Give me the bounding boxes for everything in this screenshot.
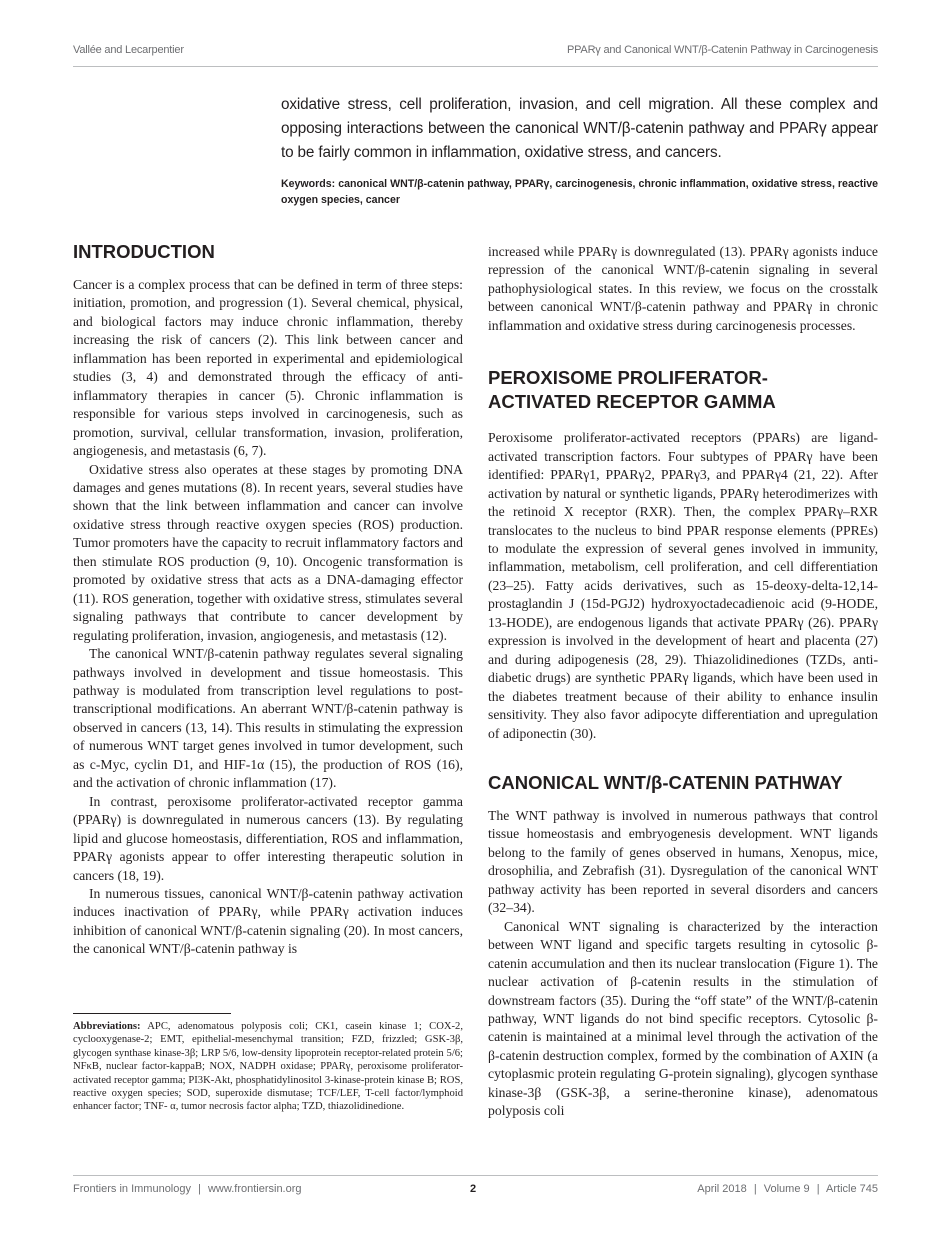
journal-name: Frontiers in Immunology [73,1183,191,1195]
footnote-rule [73,1013,231,1014]
section-heading-introduction: INTRODUCTION [73,241,215,262]
intro-paragraph-continued: increased while PPARγ is downregulated (13). PPARγ agonists induce repression of the canonical WNT/β-catenin signaling in several pathophysiological states. In this review, we focus on the crosstalk between canonical WNT/β-catenin pathway and PPARγ in chronic inflammation and oxidative stress during carcinogenesis processes. [488,244,878,333]
footer-journal: Frontiers in Immunology | www.frontiersin.org [73,1183,302,1195]
abstract-tail: oxidative stress, cell proliferation, invasion, and cell migration. All these complex and opposing interactions between the canonical WNT/β-catenin pathway and PPARγ appear to be fairly common in inflammation, oxidative stress, and cancers. [281,96,878,161]
pparg-paragraph: Peroxisome proliferator-activated receptors (PPARs) are ligand-activated transcription factors. Four subtypes of PPARγ have been identified: PPARγ1, PPARγ2, PPARγ3, and PPARγ4 (21, 22). After activation by natural or synthetic ligands, PPARγ heterodimerizes with the retinoid X receptor (RXR). Then, the complex PPARγ–RXR translocates to the nucleus to bind PPAR response elements (PPREs) to modulate the expression of several genes involved in immunity, inflammation, metabolism, cell proliferation, and cell differentiation (23–25). Fatty acids derivatives, such as 15-deoxy-delta-12,14-prostaglandin J (15d-PGJ2) hydroxyoctadecadienoic acid (9-HODE, 13-HODE), are endogenous ligands that activate PPARγ (26). PPARγ expression is involved in the development of heart and placenta (27) and during adipogenesis (28, 29). Thiazolidinediones (TZDs, antidiabetic drugs) are synthetic PPARγ ligands, which have been used in the diabetes treatment because of their ability to enhance insulin sensitivity. They also favor adipocyte differentiation and upregulation of adiponectin (30). [488,430,878,741]
wnt-paragraph: The WNT pathway is involved in numerous pathways that control tissue homeostasis and embryogenesis development. WNT ligands belong to the family of genes observed in humans, Xenopus, mice, drosophilia, and Zebrafish (31). Dysregulation of the canonical WNT pathway activity has been reported in several disorders and cancers (32–34). [488,807,878,916]
footer-citation: April 2018 | Volume 9 | Article 745 [697,1183,878,1195]
footnote-label: Abbreviations: [73,1021,141,1032]
wnt-paragraph: Canonical WNT signaling is characterized by the interaction between WNT ligand and specific targets resulting in cytosolic β-catenin accumulation and then its nuclear translocation (Figure 1). The nuclear activation of β-catenin results in the stimulation of downstream factors (35). During the “off state” of the WNT/β-catenin pathway, WNT ligands do not bind specific receptors. Cytosolic β-catenin is maintained at a minimal level through the activation of the β-catenin destruction complex, formed by the combination of AXIN (a cytoplasmic protein regulating G-protein signaling), glycogen synthase kinase-3β (GSK-3β, a serine-theronine kinase), adenomatous polyposis coli [488,918,878,1119]
keywords: Keywords: canonical WNT/β-catenin pathway, PPARγ, carcinogenesis, chronic inflammation, oxidative stress, reactive oxygen species, cancer [281,178,878,206]
journal-url[interactable]: www.frontiersin.org [207,1183,302,1195]
footer-volume: Volume 9 [763,1183,810,1195]
intro-paragraph: The canonical WNT/β-catenin pathway regulates several signaling pathways involved in development and tissue homeostasis. This pathway is modulated from transcription level regulations to post-transcriptional modifications. An aberrant WNT/β-catenin pathway is observed in cancers (13, 14). This results in stimulating the expression of numerous WNT target genes involved in tumor development, such as c-Myc, cyclin D1, and HIF-1α (15), the production of ROS (16), and the activation of chronic inflammation (17). [73,646,463,791]
running-header-title: PPARγ and Canonical WNT/β-Catenin Pathway in Carcinogenesis [566,44,878,56]
running-header-authors: Vallée and Lecarpentier [73,44,184,56]
page-number: 2 [470,1183,477,1195]
section-heading-pparg: PEROXISOME PROLIFERATOR-ACTIVATED RECEPTOR GAMMA [488,367,776,413]
abbreviations-footnote [73,1020,463,1114]
footer-article: Article 745 [826,1183,878,1195]
footnote-text: APC, adenomatous polyposis coli; CK1, casein kinase 1; COX-2, cyclooxygenase-2; EMT, epithelial-mesenchymal transition; FZD, frizzled; GSK-3β, glycogen synthase kinase-3β; LRP 5/6, low-density lipoprotein receptor-related protein 5/6; NFκB, nuclear factor-kappaB; NOX, NADPH oxidase; PPARγ, peroxisome proliferator-activated receptor gamma; PI3K-Akt, phosphatidylinositol 3-kinase-protein kinase B; ROS, reactive oxygen species; SOD, superoxide dismutase; TCF/LEF, T-cell factor/lymphoid enhancer factor; TNF- α, tumor necrosis factor alpha; TZD, thiazolidinedione. [73,1021,463,1113]
header-divider [73,66,878,67]
intro-paragraph: Oxidative stress also operates at these stages by promoting DNA damages and genes mutations (8). In recent years, several studies have shown that the link between inflammation and cancer can involve oxidative stress through reactive oxygen species (ROS) production. Tumor promoters have the capacity to recruit inflammatory factors and then stimulate ROS production (9, 10). Oncogenic transformation is promoted by oxidative stress that acts as a DNA-damaging effector (11). ROS generation, together with oxidative stress, stimulates several signaling pathways that contribute to cancer development by regulating proliferation, invasion, angiogenesis, and metastasis (12). [73,461,463,643]
intro-paragraph: Cancer is a complex process that can be defined in term of three steps: initiation, promotion, and progression (1). Several chemical, physical, and biological factors may induce chronic inflammation, thereby increasing the risk of cancers (2). This link between cancer and inflammation has been reported in experimental and epidemiological studies (3, 4) and demonstrated through the efficacy of anti-inflammatory therapies in cancer (5). Chronic inflammation is responsible for various steps involved in carcinogenesis, such as promotion, survival, cellular transformation, invasion, proliferation, angiogenesis, and metastasis (6, 7). [73,277,463,459]
intro-paragraph: In contrast, peroxisome proliferator-activated receptor gamma (PPARγ) is downregulated in numerous cancers (13). By regulating lipid and glucose homeostasis, differentiation, ROS and inflammation, PPARγ agonists appear to offer interesting therapeutic solution in cancers (18, 19). [73,793,463,883]
footer-divider [73,1175,878,1176]
left-column [73,240,463,959]
footer-date: April 2018 [697,1183,747,1195]
intro-paragraph: In numerous tissues, canonical WNT/β-catenin pathway activation induces inactivation of PPARγ, while PPARγ activation induces inhibition of canonical WNT/β-catenin signaling (20). In most cancers, the canonical WNT/β-catenin pathway is [73,885,463,957]
right-column [488,243,878,1121]
section-heading-wnt: CANONICAL WNT/β-CATENIN PATHWAY [488,771,843,793]
